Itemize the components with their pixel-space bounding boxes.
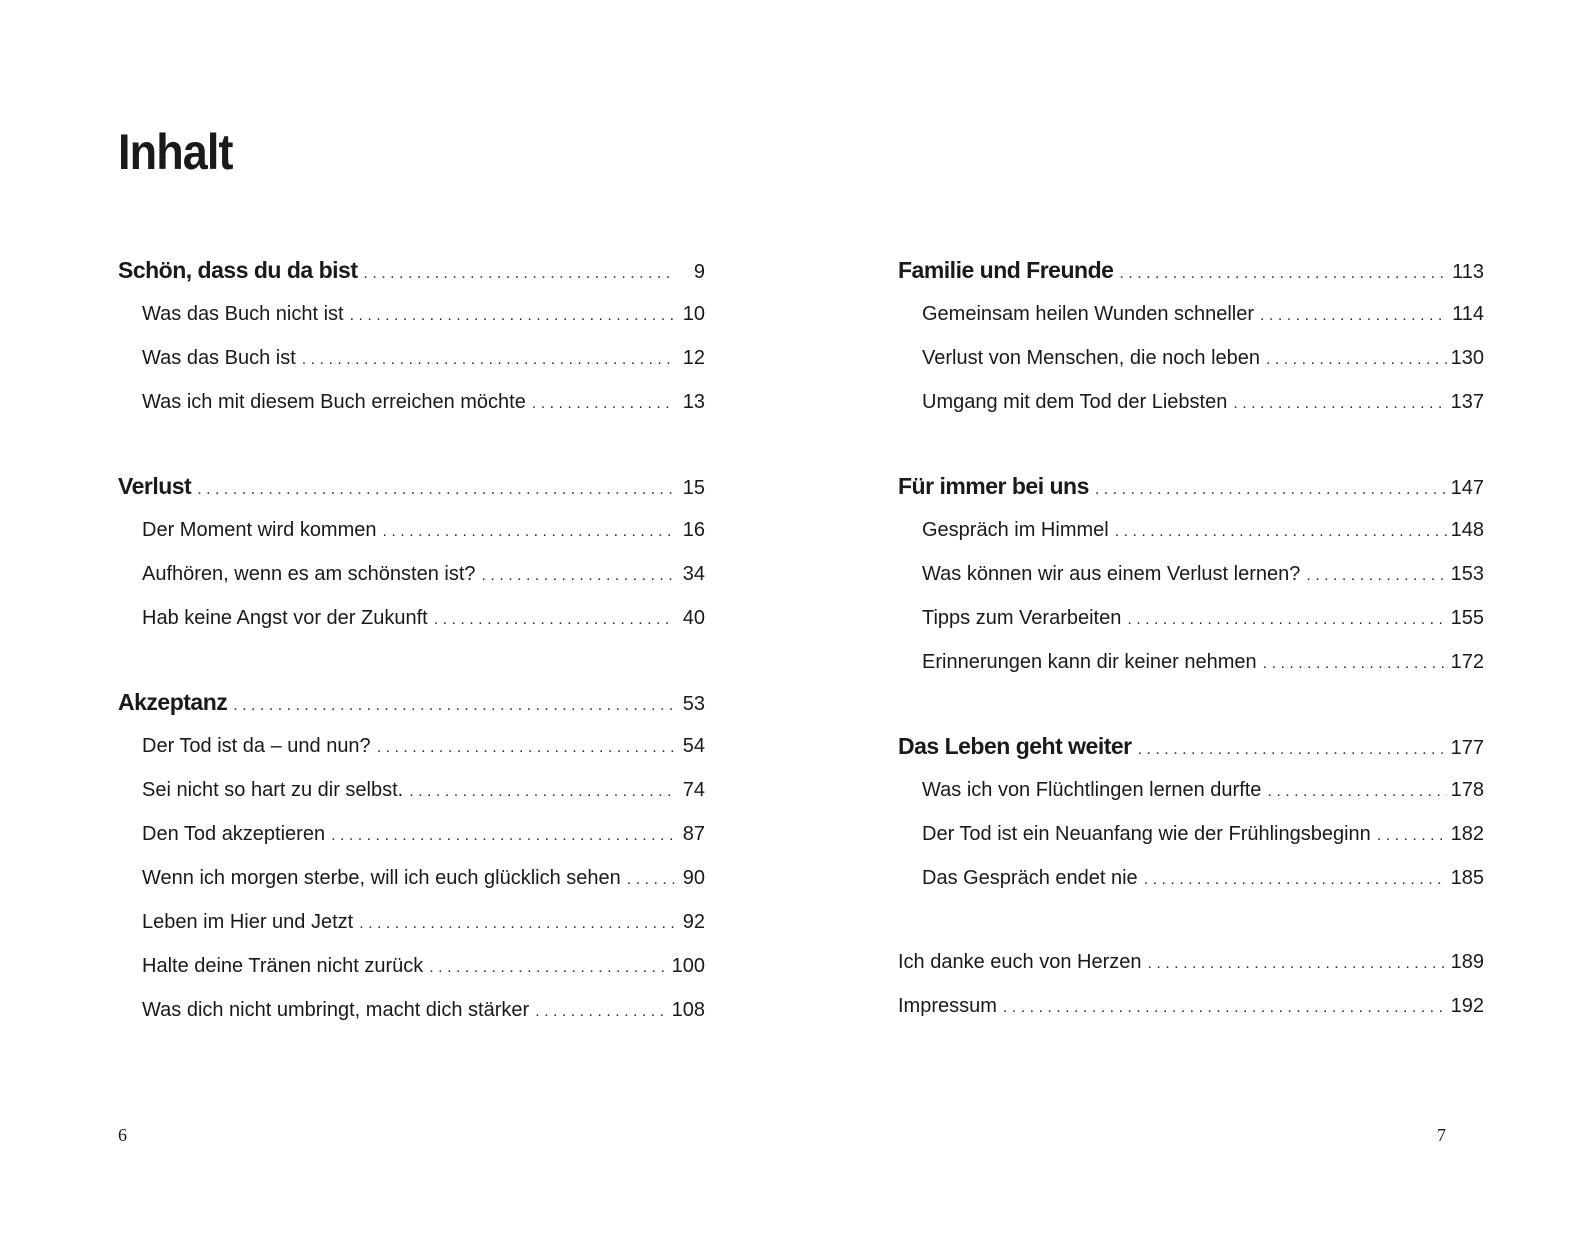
toc-entry-title: Was ich mit diesem Buch erreichen möchte (142, 391, 526, 413)
toc-entry-section[interactable] (898, 856, 1484, 900)
toc-entry-chapter[interactable] (898, 724, 1484, 768)
toc-entry-page-number: 182 (1450, 823, 1484, 845)
toc-entry-title: Impressum (898, 995, 997, 1017)
section-spacer (898, 424, 1484, 464)
toc-entry-page-number: 13 (682, 391, 705, 413)
dot-leader (1127, 598, 1446, 642)
toc-entry-plain[interactable] (898, 984, 1484, 1028)
toc-entry-section[interactable] (118, 596, 705, 640)
section-spacer (118, 640, 705, 680)
toc-entry-page-number: 87 (682, 823, 705, 845)
toc-entry-title: Aufhören, wenn es am schönsten ist? (142, 563, 476, 585)
toc-entry-title: Was ich von Flüchtlingen lernen durfte (922, 779, 1262, 801)
toc-entry-section[interactable] (118, 508, 705, 552)
toc-entry-section[interactable] (118, 856, 705, 900)
toc-entry-section[interactable] (118, 900, 705, 944)
toc-entry-title: Ich danke euch von Herzen (898, 951, 1142, 973)
toc-entry-title: Der Tod ist da – und nun? (142, 735, 371, 757)
toc-entry-page-number: 147 (1450, 477, 1484, 499)
toc-entry-page-number: 137 (1450, 391, 1484, 413)
dot-leader (1267, 770, 1446, 814)
toc-entry-section[interactable] (898, 336, 1484, 380)
section-spacer (118, 424, 705, 464)
dot-leader (1115, 510, 1447, 554)
dot-leader (1148, 942, 1447, 986)
dot-leader (1119, 252, 1448, 296)
dot-leader (383, 510, 675, 554)
page-number-left: 6 (118, 1125, 127, 1145)
toc-entry-page-number: 90 (682, 867, 705, 889)
toc-entry-title: Das Leben geht weiter (898, 733, 1132, 759)
toc-entry-title: Für immer bei uns (898, 473, 1089, 499)
dot-leader (627, 858, 675, 902)
dot-leader (532, 382, 675, 426)
toc-entry-section[interactable] (898, 640, 1484, 684)
toc-entry-page-number: 15 (682, 477, 705, 499)
toc-entry-title: Hab keine Angst vor der Zukunft (142, 607, 428, 629)
toc-entry-page-number: 108 (671, 999, 705, 1021)
toc-entry-page-number: 155 (1450, 607, 1484, 629)
toc-entry-page-number: 40 (682, 607, 705, 629)
dot-leader (197, 468, 675, 512)
toc-entry-page-number: 114 (1452, 303, 1484, 325)
toc-entry-chapter[interactable] (118, 680, 705, 724)
page-title: Inhalt (118, 124, 233, 180)
toc-entry-section[interactable] (118, 724, 705, 768)
toc-entry-section[interactable] (898, 380, 1484, 424)
dot-leader (1377, 814, 1447, 858)
dot-leader (1144, 858, 1447, 902)
toc-entry-title: Sei nicht so hart zu dir selbst. (142, 779, 404, 801)
dot-leader (434, 598, 675, 642)
dot-leader (535, 990, 667, 1034)
section-spacer (898, 900, 1484, 940)
toc-entry-title: Der Tod ist ein Neuanfang wie der Frühlingsbeginn (922, 823, 1371, 845)
toc-entry-title: Erinnerungen kann dir keiner nehmen (922, 651, 1257, 673)
toc-entry-section[interactable] (118, 768, 705, 812)
toc-entry-title: Was das Buch ist (142, 347, 296, 369)
dot-leader (1306, 554, 1446, 598)
toc-entry-chapter[interactable] (118, 248, 705, 292)
toc-entry-title: Gemeinsam heilen Wunden schneller (922, 303, 1255, 325)
dot-leader (429, 946, 667, 990)
toc-entry-page-number: 12 (682, 347, 705, 369)
dot-leader (363, 252, 675, 296)
toc-entry-page-number: 16 (682, 519, 705, 541)
toc-entry-section[interactable] (118, 944, 705, 988)
section-spacer (898, 684, 1484, 724)
toc-entry-section[interactable] (118, 292, 705, 336)
toc-entry-page-number: 113 (1452, 261, 1484, 283)
dot-leader (377, 726, 675, 770)
toc-entry-page-number: 100 (671, 955, 705, 977)
dot-leader (359, 902, 675, 946)
dot-leader (482, 554, 675, 598)
toc-entry-title: Verlust (118, 473, 192, 499)
toc-entry-section[interactable] (898, 292, 1484, 336)
toc-entry-title: Halte deine Tränen nicht zurück (142, 955, 424, 977)
toc-entry-title: Was dich nicht umbringt, macht dich stärker (142, 999, 530, 1021)
toc-entry-title: Den Tod akzeptieren (142, 823, 326, 845)
toc-entry-section[interactable] (898, 596, 1484, 640)
toc-entry-page-number: 177 (1450, 737, 1484, 759)
toc-entry-section[interactable] (898, 508, 1484, 552)
toc-entry-title: Gespräch im Himmel (922, 519, 1109, 541)
toc-entry-page-number: 185 (1450, 867, 1484, 889)
toc-entry-title: Verlust von Menschen, die noch leben (922, 347, 1260, 369)
dot-leader (1138, 728, 1447, 772)
toc-entry-page-number: 172 (1450, 651, 1484, 673)
toc-entry-title: Was das Buch nicht ist (142, 303, 344, 325)
dot-leader (1003, 986, 1447, 1030)
dot-leader (1263, 642, 1447, 686)
toc-entry-title: Der Moment wird kommen (142, 519, 377, 541)
toc-entry-section[interactable] (118, 336, 705, 380)
dot-leader (350, 294, 675, 338)
toc-entry-section[interactable] (898, 812, 1484, 856)
page-number-right: 7 (1437, 1125, 1446, 1145)
dot-leader (1095, 468, 1447, 512)
toc-entry-section[interactable] (118, 812, 705, 856)
toc-entry-page-number: 53 (682, 693, 705, 715)
toc-entry-page-number: 34 (682, 563, 705, 585)
dot-leader (409, 770, 675, 814)
dot-leader (233, 684, 675, 728)
toc-entry-title: Das Gespräch endet nie (922, 867, 1138, 889)
toc-entry-section[interactable] (118, 380, 705, 424)
toc-entry-page-number: 9 (693, 261, 705, 283)
dot-leader (1266, 338, 1447, 382)
dot-leader (1260, 294, 1448, 338)
toc-entry-section[interactable] (118, 988, 705, 1032)
toc-entry-page-number: 189 (1450, 951, 1484, 973)
toc-entry-page-number: 192 (1450, 995, 1484, 1017)
toc-entry-chapter[interactable] (118, 464, 705, 508)
toc-entry-section[interactable] (118, 552, 705, 596)
toc-column-left (118, 248, 705, 1032)
toc-entry-title: Was können wir aus einem Verlust lernen? (922, 563, 1301, 585)
toc-entry-title: Akzeptanz (118, 689, 228, 715)
toc-entry-page-number: 130 (1450, 347, 1484, 369)
dot-leader (331, 814, 675, 858)
toc-entry-page-number: 10 (682, 303, 705, 325)
dot-leader (302, 338, 675, 382)
toc-entry-page-number: 178 (1450, 779, 1484, 801)
toc-entry-page-number: 92 (682, 911, 705, 933)
dot-leader (1233, 382, 1446, 426)
toc-entry-page-number: 74 (682, 779, 705, 801)
toc-entry-page-number: 54 (682, 735, 705, 757)
toc-entry-chapter[interactable] (898, 248, 1484, 292)
toc-entry-title: Tipps zum Verarbeiten (922, 607, 1122, 629)
toc-entry-section[interactable] (898, 768, 1484, 812)
toc-entry-page-number: 148 (1450, 519, 1484, 541)
toc-entry-title: Wenn ich morgen sterbe, will ich euch glücklich sehen (142, 867, 621, 889)
toc-entry-title: Familie und Freunde (898, 257, 1114, 283)
toc-entry-title: Leben im Hier und Jetzt (142, 911, 354, 933)
toc-entry-page-number: 153 (1450, 563, 1484, 585)
toc-entry-section[interactable] (898, 552, 1484, 596)
toc-entry-title: Schön, dass du da bist (118, 257, 358, 283)
toc-entry-plain[interactable] (898, 940, 1484, 984)
toc-entry-title: Umgang mit dem Tod der Liebsten (922, 391, 1228, 413)
toc-entry-chapter[interactable] (898, 464, 1484, 508)
toc-column-right (898, 248, 1484, 1028)
